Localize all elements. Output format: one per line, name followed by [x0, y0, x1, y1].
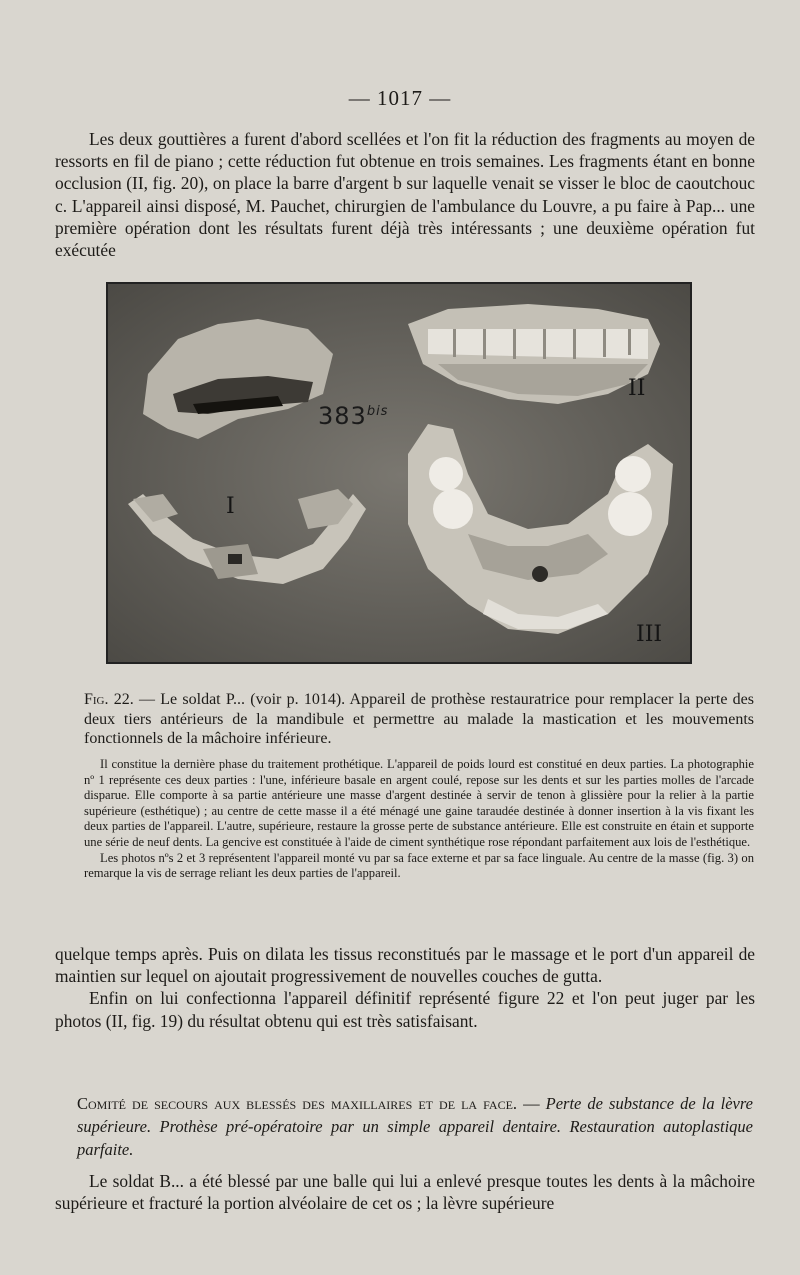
intro-paragraph [55, 128, 755, 261]
section-heading-dash: — [517, 1094, 546, 1113]
plate-number-suffix: bis [366, 404, 389, 419]
section-heading-caps: Comité de secours aux blessés des maxillaires et de la face. [77, 1094, 518, 1113]
continuation-paragraph-2: Enfin on lui confectionna l'appareil définitif représenté figure 22 et l'on peut juger par les photos (II, fig. 19) du résultat obtenu qui est très satisfaisant. [55, 988, 755, 1031]
caption-fig-ref: Fig. 22. [84, 691, 134, 708]
figure-label-two: II [628, 376, 646, 401]
plate-number [318, 402, 388, 430]
continuation-paragraph-1: quelque temps après. Puis on dilata les tissus reconstitués par le massage et le port d'un appareil de maintien sur lequel on ajoutait progressivement de nouvelles couches de gutta. [55, 944, 755, 987]
section-heading [77, 1092, 753, 1161]
section-heading-italic: Perte de substance de la lèvre supérieure. Prothèse pré-opératoire par un simple appareil dentaire. Restauration autoplastique parfaite. [77, 1094, 753, 1159]
figure-photograph [106, 282, 692, 664]
plate-number-digits: 383 [318, 402, 367, 430]
figure-caption [84, 690, 754, 749]
note-paragraph-2: Les photos nºs 2 et 3 représentent l'appareil monté vu par sa face externe et par sa face linguale. Au centre de la masse (fig. 3) on remarque la vis de serrage reliant les deux parties de l'appareil. [84, 850, 754, 881]
dental-prosthesis-photo [108, 284, 692, 664]
intro-text: Les deux gouttières a furent d'abord scellées et l'on fit la réduction des fragments au moyen de ressorts en fil de piano ; cette réduction fut obtenue en trois semaines. Les fragments étant en bonne occlusion (II, fig. 20), on place la barre d'argent b sur laquelle venait se visser le bloc de caoutchouc c. L'appareil ainsi disposé, M. Pauchet, chirurgien de l'ambulance du Louvre, a pu faire à Pap... une première opération dont les résultats furent déjà très intéressants ; une deuxième opération fut exécutée [55, 129, 755, 261]
figure-label-three: III [636, 622, 663, 647]
caption-text: — Le soldat P... (voir p. 1014). Appareil de prothèse restauratrice pour remplacer la perte des deux tiers antérieurs de la mandibule et permettre au malade la mastication et les mouvements fonctionnels de la mâchoire inférieure. [84, 691, 754, 747]
continuation-section [55, 943, 755, 1032]
soldier-paragraph [55, 1170, 755, 1214]
soldier-text: Le soldat B... a été blessé par une balle qui lui a enlevé presque toutes les dents à la mâchoire supérieure et fracturé la portion alvéolaire de cet os ; la lèvre supérieure [55, 1171, 755, 1214]
figure-note [84, 757, 754, 882]
figure-label-one: I [226, 494, 235, 519]
note-paragraph-1: Il constitue la dernière phase du traitement prothétique. L'appareil de poids lourd est constitué en deux parties. La photographie nº 1 représente ces deux parties : l'une, inférieure basale en argent coulé, repose sur les dents et sur les parties molles de l'arcade disparue. Elle comporte à sa partie antérieure une masse d'argent destinée à servir de tenon à glissière pour la relier à la partie supérieure (esthétique) ; au centre de cette masse il a été ménagé une gaine taraudée destinée à donner insertion à la vis fixant les deux parties de l'appareil. L'autre, supérieure, restaure la grosse perte de substance antérieure. Elle est construite en étain et supporte une série de neuf dents. La gencive est constituée à l'aide de ciment synthétique rose répondant parfaitement aux lois de l'esthétique. [84, 757, 754, 849]
page-number: — 1017 — [348, 86, 452, 110]
